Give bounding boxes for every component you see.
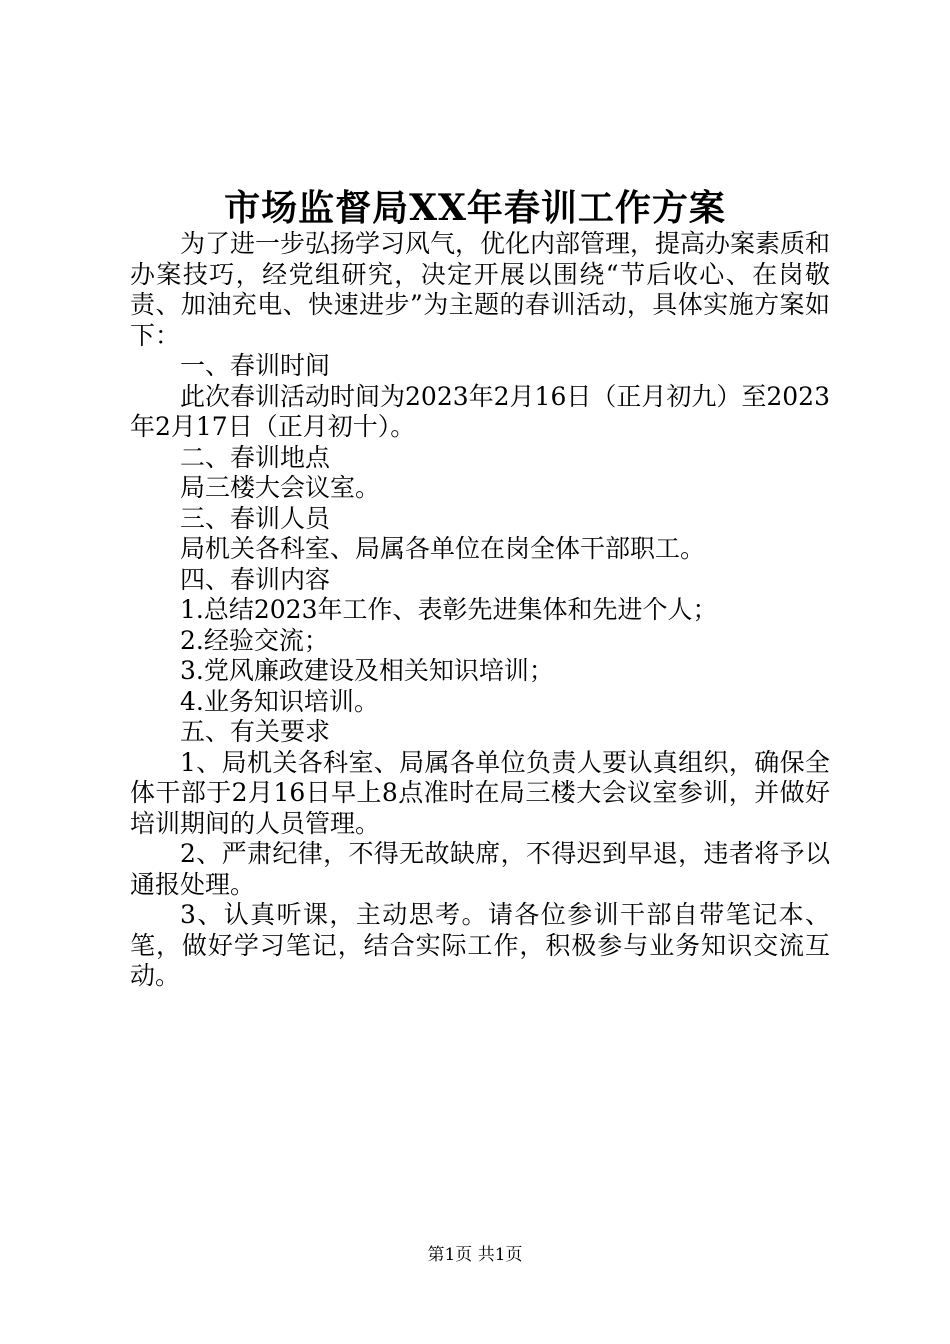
section-heading-personnel: 三、春训人员: [180, 503, 331, 533]
content-item: 3.党风廉政建设及相关知识培训；: [180, 656, 554, 685]
intro-paragraph: 为了进一步弘扬学习风气，优化内部管理，提高办案素质和办案技巧，经党组研究，决定开展以围绕“节后收心、在岗敬责、加油充电、快速进步”为主题的春训活动，具体实施方案如下：: [130, 229, 831, 350]
requirement-item: 3、认真听课，主动思考。请各位参训干部自带笔记本、笔，做好学习笔记，结合实际工作，积极参与业务知识交流互动。: [130, 900, 830, 990]
requirement-item: 1、局机关各科室、局属各单位负责人要认真组织，确保全体干部于2月16日早上8点准时在局三楼大会议室参训，并做好培训期间的人员管理。: [130, 747, 830, 838]
content-item: 4.业务知识培训。: [180, 686, 379, 716]
section-heading-time: 一、春训时间: [180, 351, 331, 380]
document-body: [130, 229, 830, 992]
content-item: 1.总结2023年工作、表彰先进集体和先进个人；: [180, 595, 718, 624]
location-paragraph: 局三楼大会议室。: [180, 473, 381, 502]
time-paragraph: 此次春训活动时间为2023年2月16日（正月初九）至2023年2月17日（正月初十）。: [130, 381, 830, 441]
page-number-footer: 第1页 共1页: [427, 1245, 523, 1265]
section-heading-location: 二、春训地点: [180, 442, 331, 472]
requirement-item: 2、严肃纪律，不得无故缺席，不得迟到早退，违者将予以通报处理。: [130, 839, 830, 899]
section-heading-content: 四、春训内容: [180, 564, 331, 594]
document-title: 市场监督局XX年春训工作方案: [224, 187, 726, 229]
content-item: 2.经验交流；: [180, 625, 329, 655]
section-heading-requirements: 五、有关要求: [180, 717, 331, 746]
personnel-paragraph: 局机关各科室、局属各单位在岗全体干部职工。: [180, 534, 706, 563]
